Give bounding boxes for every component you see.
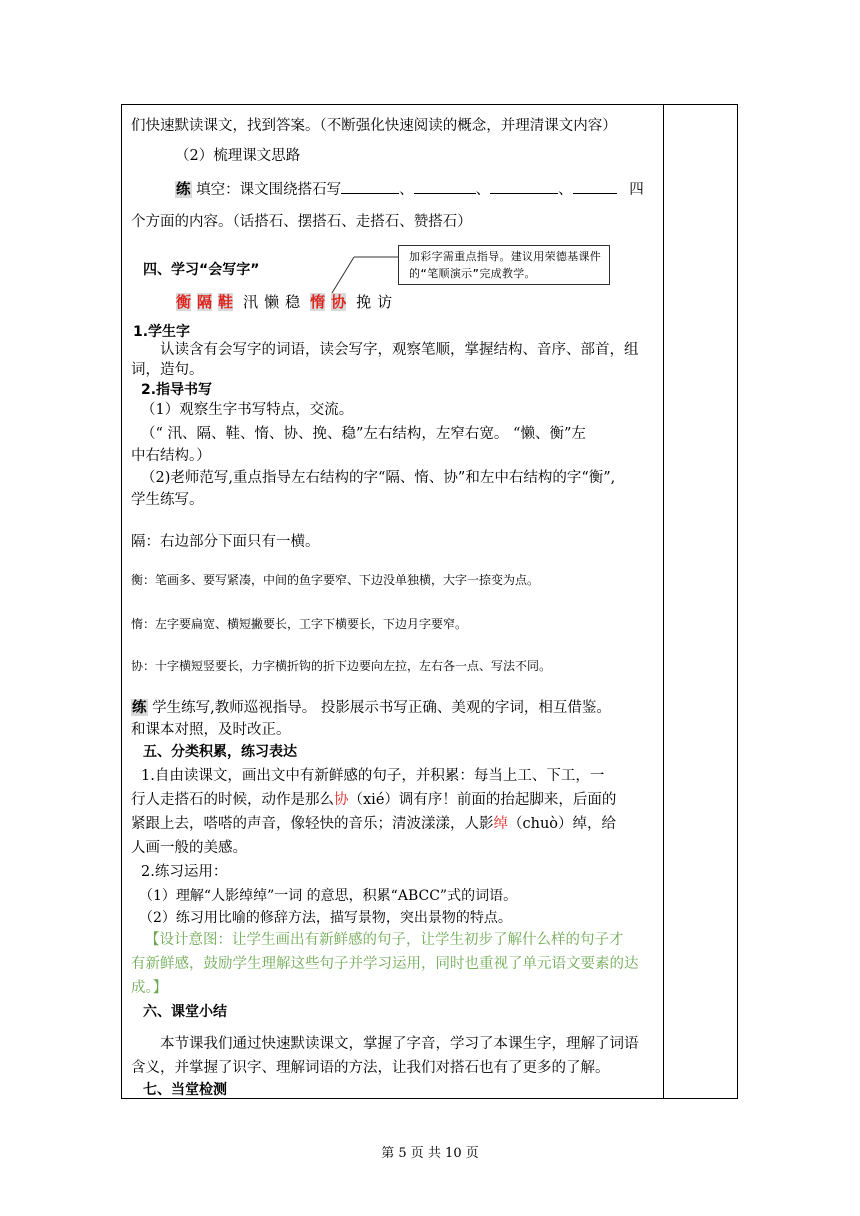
highlight-char: 协 (334, 792, 349, 808)
text-span: 紧跟上去，嗒嗒的声音，像轻快的音乐；清波漾漾，人影 (131, 816, 494, 832)
character-衡: 衡 (176, 293, 192, 311)
text-line: 人画一般的美感。 (131, 840, 247, 856)
character-汛: 汛 (243, 293, 259, 311)
exercise-end: 四 (629, 182, 644, 198)
text-line: 词，造句。 (131, 362, 204, 378)
text-line: 认读含有会写字的词语，读会写字，观察笔顺，掌握结构、音序、部首，组 (160, 342, 639, 358)
character-惰: 惰 (310, 293, 326, 311)
section-6-heading: 六、课堂小结 (143, 1004, 227, 1020)
text-span: 行人走搭石的时候，动作是那么 (131, 792, 334, 808)
character-隔: 隔 (197, 293, 213, 311)
character-挽: 挽 (356, 293, 372, 311)
design-intent: 有新鲜感，鼓励学生理解这些句子并学习运用，同时也重视了单元语文要素的达 (131, 956, 639, 972)
text-line: （2)老师范写,重点指导左右结构的字“隔、惰、协”和左中右结构的字“衡”, (141, 470, 616, 486)
practice-marker: 练 (132, 699, 147, 716)
text-line: 1.自由读课文，画出文中有新鲜感的句子，并积累：每当上工、下工，一 (141, 768, 605, 784)
sep: 、 (475, 182, 491, 198)
text-line: 个方面的内容。（话搭石、摆搭石、走搭石、赞搭石） (131, 214, 472, 230)
character-稳: 稳 (285, 293, 301, 311)
blank-4 (573, 179, 617, 194)
text-span: （chuò）绰，给 (508, 816, 617, 832)
sep: 、 (558, 182, 573, 198)
section-4-heading: 四、学习“会写字” (143, 262, 260, 278)
writing-note: 惰：左字要扁宽、横短撇要长，工字下横要长，下边月字要窄。 (131, 617, 468, 631)
text-line: 们快速默读课文，找到答案。（不断强化快速阅读的概念，并理清课文内容） (131, 118, 617, 134)
design-intent: 【设计意图：让学生画出有新鲜感的句子，让学生初步了解什么样的句子才 (145, 932, 624, 948)
callout-pointer (330, 255, 400, 295)
text-line: 2.练习运用： (141, 864, 228, 880)
text-line (131, 812, 657, 836)
text-line: （2）练习用比喻的修辞方法，描写景物，突出景物的特点。 (139, 910, 512, 926)
text-line: （“ 汛、隔、鞋、惰、协、挽、稳”左右结构，左窄右宽。 “懒、衡”左 (141, 426, 586, 442)
text-line: （1）观察生字书写特点，交流。 (141, 402, 354, 418)
text-span: （xié）调有序！前面的抬起脚来，后面的 (348, 792, 617, 808)
character-鞋: 鞋 (218, 293, 234, 311)
subheading: （2）梳理课文思路 (175, 148, 301, 164)
design-intent: 成。】 (131, 980, 168, 996)
writing-note: 衡：笔画多、要写紧凑，中间的鱼字要窄、下边没单独横，大字一捺变为点。 (131, 573, 540, 587)
fill-in-exercise (175, 178, 701, 202)
text-line: （1）理解“人影绰绰”一词 的意思，积累“ABCC”式的词语。 (139, 888, 518, 904)
practice-marker: 练 (176, 181, 191, 198)
exercise-text: 填空：课文围绕搭石写 (196, 182, 342, 198)
character-协: 协 (331, 293, 347, 311)
blank-2 (414, 179, 476, 194)
section-7-heading: 七、当堂检测 (143, 1082, 227, 1098)
text-line: 本节课我们通过快速默读课文，掌握了字音，学习了本课生字，理解了词语 (160, 1036, 639, 1052)
teaching-tip-callout: 加彩字需重点指导。建议用荣德基课件的“笔顺演示”完成教学。 (398, 245, 610, 285)
text-line (131, 788, 657, 812)
writing-characters-row (176, 291, 398, 312)
text-line: 中右结构。） (131, 448, 211, 464)
text-line: 和课本对照，及时改正。 (131, 722, 291, 738)
heading-2: 2.指导书写 (141, 382, 213, 398)
page-footer: 第 5 页 共 10 页 (381, 1146, 479, 1161)
writing-note: 协：十字横短竖要长，力字横折钩的折下边要向左拉，左右各一点、写法不同。 (131, 659, 552, 673)
text-line: 学生练写。 (131, 492, 204, 508)
blank-3 (490, 179, 558, 194)
heading-1: 1.学生字 (133, 324, 191, 340)
text-line: 含义，并掌握了识字、理解词语的方法，让我们对搭石也有了更多的了解。 (131, 1060, 610, 1076)
sep: 、 (399, 182, 414, 198)
practice-text: 学生练写,教师巡视指导。 投影展示书写正确、美观的字词，相互借鉴。 (152, 700, 611, 716)
section-5-heading: 五、分类积累，练习表达 (143, 744, 297, 760)
practice-line (131, 696, 657, 720)
character-懒: 懒 (264, 293, 280, 311)
writing-note: 隔：右边部分下面只有一横。 (131, 534, 320, 550)
highlight-char: 绰 (493, 816, 508, 832)
blank-1 (341, 179, 399, 194)
character-访: 访 (377, 293, 393, 311)
